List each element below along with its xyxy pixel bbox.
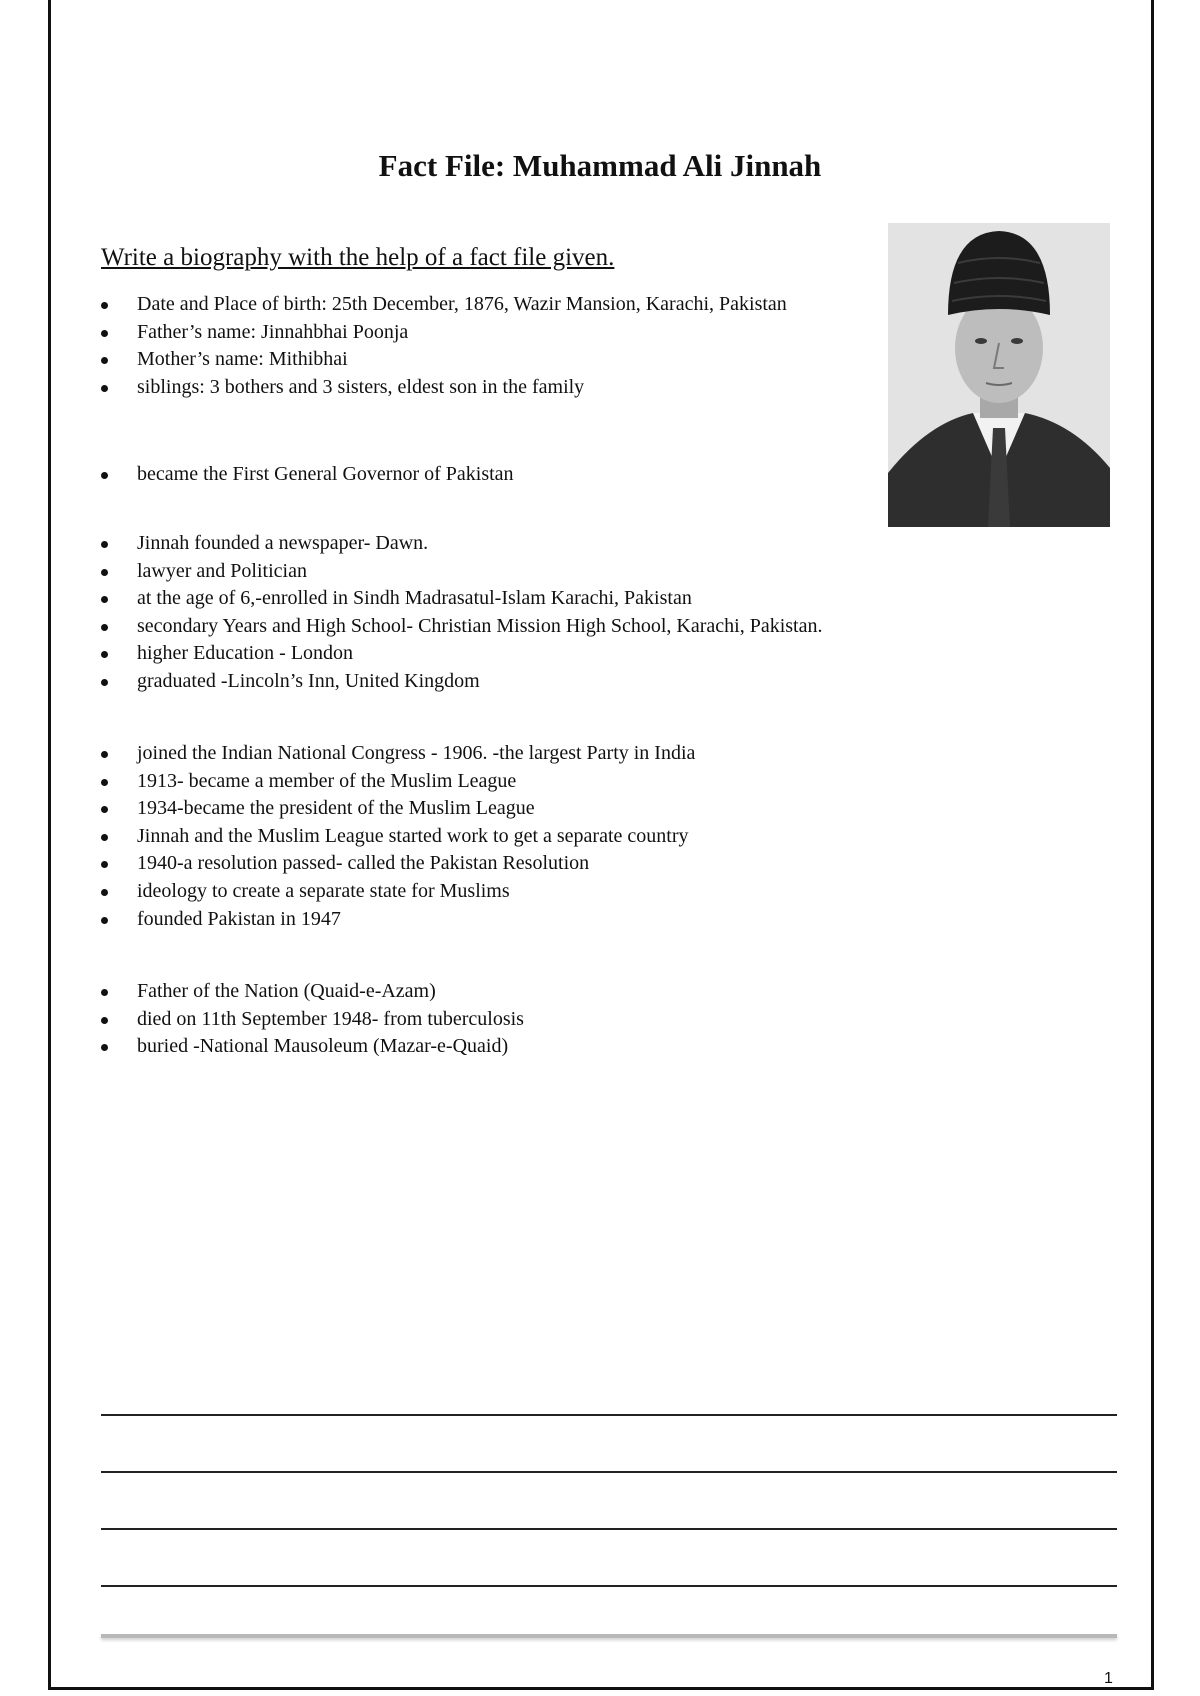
fact-item: 1913- became a member of the Muslim League <box>100 768 695 796</box>
fact-item: buried -National Mausoleum (Mazar-e-Quaid) <box>100 1033 524 1061</box>
page-number: 1 <box>1104 1670 1113 1687</box>
fact-item: lawyer and Politician <box>100 558 822 586</box>
fact-list-politics <box>100 740 695 933</box>
page-title: Fact File: Muhammad Ali Jinnah <box>378 148 822 183</box>
fact-item: Mother’s name: Mithibhai <box>100 346 787 374</box>
fact-item: 1940-a resolution passed- called the Pakistan Resolution <box>100 850 695 878</box>
fact-item: Father of the Nation (Quaid-e-Azam) <box>100 978 524 1006</box>
fact-item: secondary Years and High School- Christian Mission High School, Karachi, Pakistan. <box>100 613 822 641</box>
fact-item: siblings: 3 bothers and 3 sisters, eldest son in the family <box>100 374 787 402</box>
fact-list-personal <box>100 291 787 401</box>
instruction-heading: Write a biography with the help of a fact file given. <box>101 244 615 271</box>
fact-item: higher Education - London <box>100 640 822 668</box>
fact-item: Date and Place of birth: 25th December, 1876, Wazir Mansion, Karachi, Pakistan <box>100 291 787 319</box>
shaded-divider <box>101 1634 1117 1638</box>
fact-item: 1934-became the president of the Muslim League <box>100 795 695 823</box>
fact-item: Father’s name: Jinnahbhai Poonja <box>100 319 787 347</box>
fact-list-legacy <box>100 978 524 1061</box>
writing-line <box>101 1414 1117 1416</box>
fact-item: became the First General Governor of Pakistan <box>100 461 514 489</box>
fact-item: founded Pakistan in 1947 <box>100 906 695 934</box>
portrait-photo <box>888 223 1110 527</box>
fact-list-education <box>100 530 822 696</box>
fact-list-governor <box>100 461 514 489</box>
fact-item: at the age of 6,-enrolled in Sindh Madrasatul-Islam Karachi, Pakistan <box>100 585 822 613</box>
writing-line <box>101 1528 1117 1530</box>
writing-lines <box>101 1414 1117 1642</box>
fact-item: Jinnah and the Muslim League started work to get a separate country <box>100 823 695 851</box>
fact-item: joined the Indian National Congress - 1906. -the largest Party in India <box>100 740 695 768</box>
fact-item: Jinnah founded a newspaper- Dawn. <box>100 530 822 558</box>
writing-line <box>101 1585 1117 1587</box>
fact-item: died on 11th September 1948- from tuberculosis <box>100 1006 524 1034</box>
fact-item: ideology to create a separate state for Muslims <box>100 878 695 906</box>
fact-item: graduated -Lincoln’s Inn, United Kingdom <box>100 668 822 696</box>
writing-line <box>101 1471 1117 1473</box>
